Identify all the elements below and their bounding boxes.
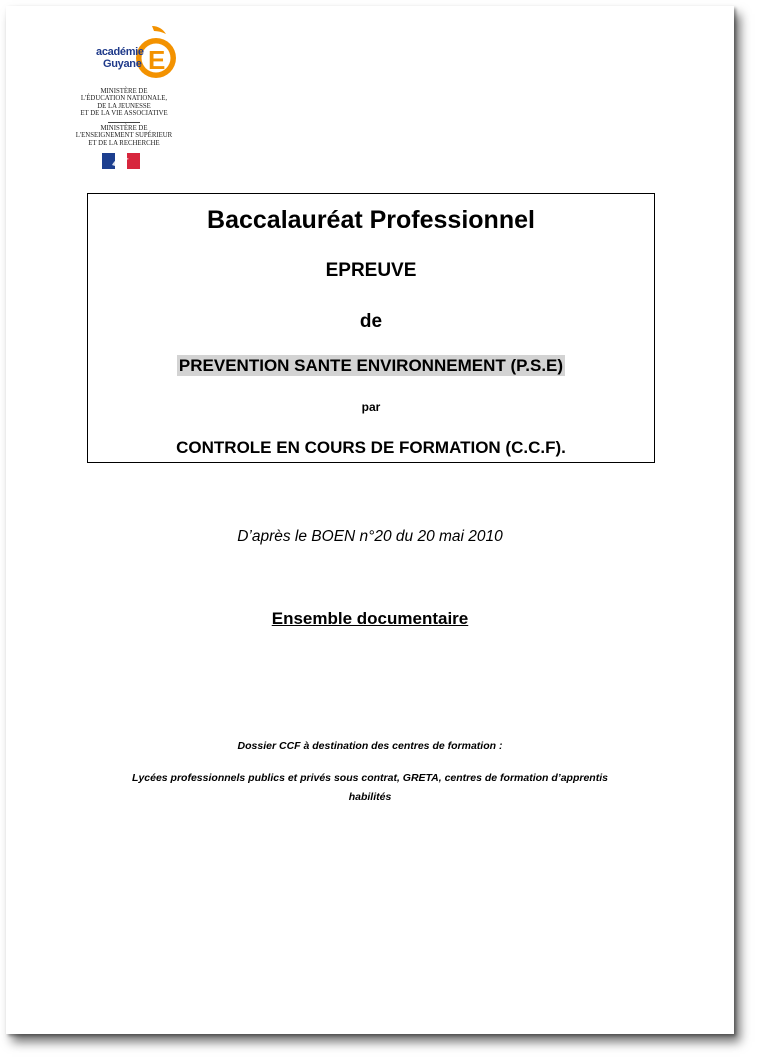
par-label: par (361, 400, 381, 414)
boen-reference: D’après le BOEN n°20 du 20 mai 2010 (237, 528, 503, 545)
pse-highlight: PREVENTION SANTE ENVIRONNEMENT (P.S.E) (178, 356, 564, 375)
ministry-research-label: MINISTÈRE DE L'ENSEIGNEMENT SUPÉRIEUR ET DE LA RECHERCHE (75, 125, 173, 147)
academie-logo (68, 22, 180, 178)
de-label: de (359, 311, 383, 332)
flag-motto (102, 171, 140, 174)
title-box (87, 193, 655, 463)
ministry-education-label: MINISTÈRE DE L'ÉDUCATION NATIONALE, DE LA JEUNESSE ET DE LA VIE ASSOCIATIVE (80, 88, 168, 118)
ministry-divider (108, 122, 140, 123)
republique-francaise-flag-icon (102, 153, 140, 169)
academie-label: académie (96, 46, 144, 58)
ccf-heading: CONTROLE EN COURS DE FORMATION (C.C.F). (176, 438, 566, 457)
lycees-note (6, 769, 734, 807)
document-page (6, 6, 734, 1034)
svg-text:E: E (148, 45, 166, 75)
epreuve-label: EPREUVE (325, 260, 417, 281)
lycees-line-1: Lycées professionnels publics et privés sous contrat, GRETA, centres de formation d’apprentis (132, 772, 608, 784)
section-title: Ensemble documentaire (271, 609, 469, 628)
page-title: Baccalauréat Professionnel (207, 206, 535, 234)
pse-heading (88, 356, 654, 376)
guyane-label: Guyane (103, 58, 142, 70)
dossier-note: Dossier CCF à destination des centres de formation : (237, 740, 503, 752)
lycees-line-2: habilités (348, 791, 392, 803)
